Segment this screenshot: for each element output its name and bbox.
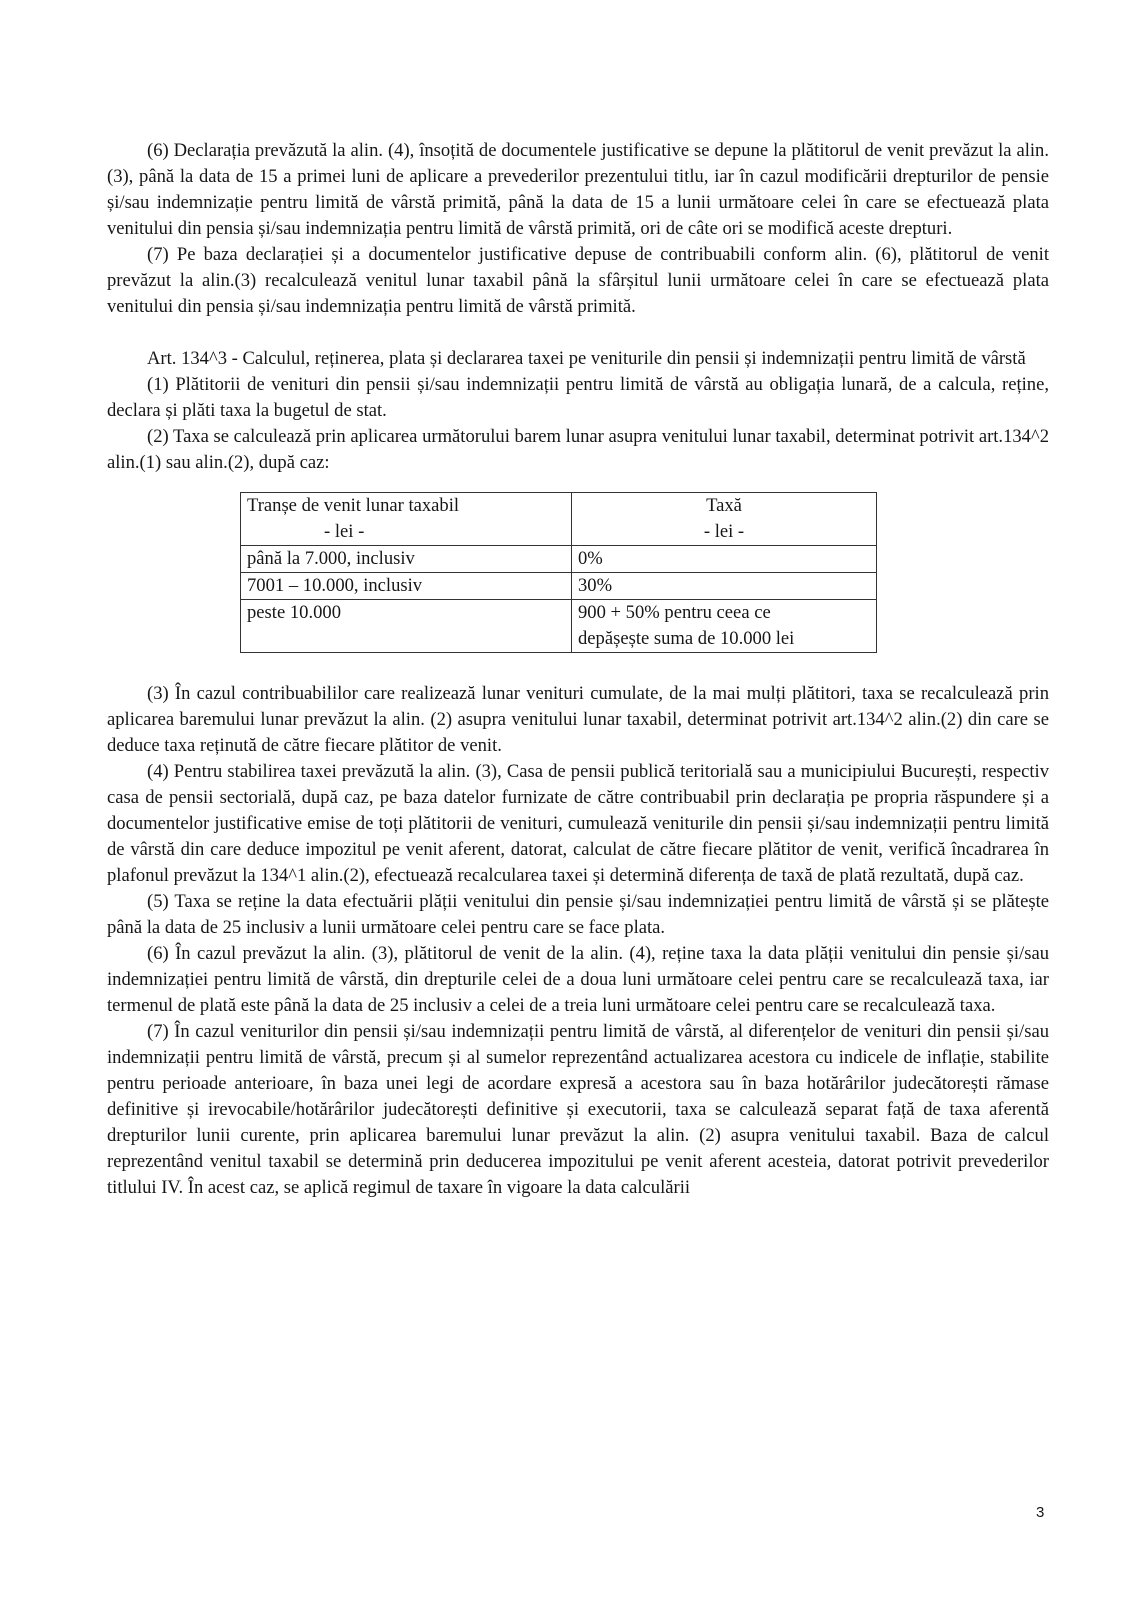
table-row <box>241 573 877 600</box>
paragraph-7b: (7) În cazul veniturilor din pensii și/sau indemnizații pentru limită de vârstă, al diferențelor de venituri din pensii și/sau indemnizații pentru limită de vârstă, precum și al sumelor reprezentând actualizarea acestora cu indicele de inflație, stabilite pentru perioade anterioare, în baza unei legi de acordare expresă a acestora sau în baza hotărârilor judecătorești rămase definitive și irevocabile/hotărârilor judecătorești definitive și executorii, taxa se calculează separat față de taxa aferentă drepturilor lunii curente, prin aplicarea baremului lunar prevăzut la alin. (2) asupra venitului taxabil. Baza de calcul reprezentând venitul taxabil se determină prin deducerea impozitului pe venit aferent acesteia, datorat potrivit prevederilor titlului IV. În acest caz, se aplică regimul de taxare în vigoare la data calculării <box>107 1021 1049 1198</box>
header-text: Taxă <box>706 495 742 516</box>
article-heading: Art. 134^3 - Calculul, reținerea, plata și declararea taxei pe veniturile din pensii și indemnizații pentru limită de vârstă <box>147 348 1026 369</box>
table-row <box>241 600 877 653</box>
article-paragraph-2: (2) Taxa se calculează prin aplicarea următorului barem lunar asupra venitului lunar taxabil, determinat potrivit art.134^2 alin.(1) sau alin.(2), după caz: <box>107 426 1049 473</box>
page-number: 3 <box>1036 1504 1045 1521</box>
table-cell: 7001 – 10.000, inclusiv <box>241 573 572 600</box>
paragraph-4: (4) Pentru stabilirea taxei prevăzută la alin. (3), Casa de pensii publică teritorială sau a municipiului București, respectiv casa de pensii sectorială, după caz, pe baza datelor furnizate de către contribuabil prin declarația pe propria răspundere și a documentelor justificative emise de toți plătitorii de venituri, cumulează veniturile din pensii și/sau indemnizații pentru limită de vârstă din care deduce impozitul pe venit aferent, datorat, calculat de către fiecare plătitor de venit, verifică încadrarea în plafonul prevăzut la 134^1 alin.(2), efectuează recalcularea taxei și determină diferența de taxă de plată rezultată, după caz. <box>107 761 1049 886</box>
paragraph-3: (3) În cazul contribuabililor care realizează lunar venituri cumulate, de la mai mulți plătitori, taxa se recalculează prin aplicarea baremului lunar prevăzut la alin. (2) asupra venitului lunar taxabil, determinat potrivit art.134^2 alin.(2) din care se deduce taxa reținută de către fiecare plătitor de venit. <box>107 683 1049 756</box>
table-cell: peste 10.000 <box>241 600 572 653</box>
table-cell: 900 + 50% pentru ceea ce depășește suma de 10.000 lei <box>572 600 877 653</box>
header-unit: - lei - <box>324 521 365 542</box>
paragraph-7: (7) Pe baza declarației și a documentelor justificative depuse de contribuabili conform alin. (6), plătitorul de venit prevăzut la alin.(3) recalculează venitul lunar taxabil până la sfârșitul lunii următoare celei în care se efectuează plata venitului din pensia și/sau indemnizația pentru limită de vârstă primită. <box>107 244 1049 317</box>
tax-bracket-table <box>240 492 877 653</box>
table-cell: până la 7.000, inclusiv <box>241 546 572 573</box>
table-header-cell <box>241 493 572 546</box>
paragraph-6: (6) Declarația prevăzută la alin. (4), însoțită de documentele justificative se depune la plătitorul de venit prevăzut la alin.(3), până la data de 15 a primei luni de aplicare a prevederilor prezentului titlu, iar în cazul modificării drepturilor de pensie și/sau indemnizație pentru limită de vârstă primită, până la data de 15 a lunii următoare celei în care se efectuează plata venitului din pensia și/sau indemnizația pentru limită de vârstă primită, ori de câte ori se modifică aceste drepturi. <box>107 140 1049 239</box>
paragraph-5: (5) Taxa se reține la data efectuării plății venitului din pensie și/sau indemnizației pentru limită de vârstă și se plătește până la data de 25 inclusiv a lunii următoare celei pentru care se face plata. <box>107 891 1049 938</box>
document-body <box>107 138 1049 1201</box>
paragraph-6b: (6) În cazul prevăzut la alin. (3), plătitorul de venit de la alin. (4), reține taxa la data plății venitului din pensie și/sau indemnizației pentru limită de vârstă, din drepturile celei de a doua luni următoare celei pentru care se recalculează taxa, iar termenul de plată este până la data de 25 inclusiv a celei de a treia luni următoare celei pentru care se recalculează taxa. <box>107 943 1049 1016</box>
table-cell: 30% <box>572 573 877 600</box>
article-paragraph-1: (1) Plătitorii de venituri din pensii și/sau indemnizații pentru limită de vârstă au obligația lunară, de a calcula, reține, declara și plăti taxa la bugetul de stat. <box>107 374 1049 421</box>
table-cell: 0% <box>572 546 877 573</box>
header-text: Tranșe de venit lunar taxabil <box>247 495 460 516</box>
table-header-row <box>241 493 877 546</box>
table-header-cell <box>572 493 877 546</box>
table-row <box>241 546 877 573</box>
header-unit: - lei - <box>703 521 745 542</box>
